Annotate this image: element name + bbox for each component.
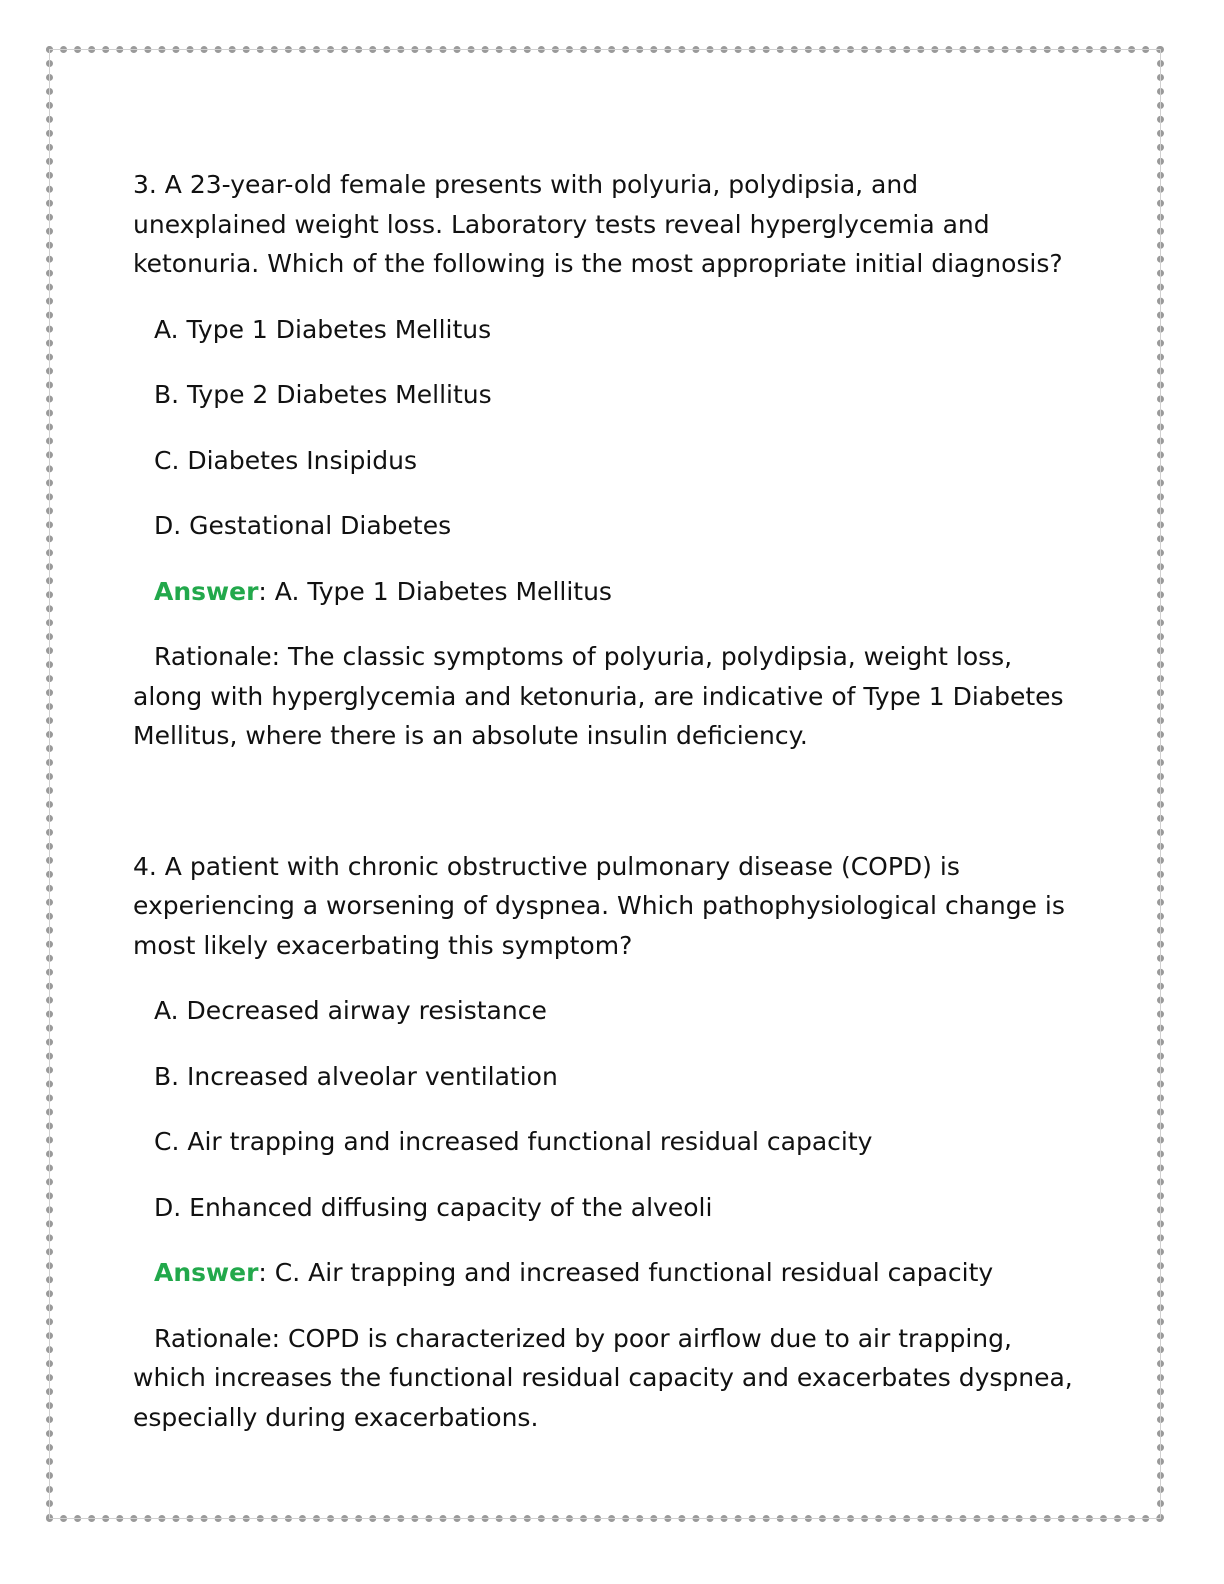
answer-label: Answer [154,576,259,606]
rationale: Rationale: COPD is characterized by poor airflow due to air trapping, which increases the functional residual capacity and exacerbates dyspnea, especially during exacerbations. [133,1323,1073,1432]
option-a: A. Decreased airway resistance [154,996,547,1025]
question-text: 3. A 23-year-old female presents with polyuria, polydipsia, and unexplained weight loss. Laboratory tests reveal hyperglycemia and ketonuria. Which of the following is the most appropriate initial diagnosis? [133,170,1063,278]
rationale: Rationale: The classic symptoms of polyuria, polydipsia, weight loss, along with hyperglycemia and ketonuria, are indicative of Type 1 Diabetes Mellitus, where there is an absolute insulin deficiency. [133,642,1064,750]
option-d: D. Gestational Diabetes [154,511,452,540]
option-b: B. Increased alveolar ventilation [154,1061,558,1091]
document-content [133,165,1073,1437]
option-a: A. Type 1 Diabetes Mellitus [154,314,492,344]
answer-text: : A. Type 1 Diabetes Mellitus [258,576,612,606]
option-c: C. Air trapping and increased functional residual capacity [154,1127,873,1156]
option-c: C. Diabetes Insipidus [154,445,418,475]
question-3 [133,165,1073,756]
option-b: B. Type 2 Diabetes Mellitus [154,380,492,409]
answer-line [133,1253,1073,1293]
answer-text: : C. Air trapping and increased functional residual capacity [258,1258,994,1287]
question-text: 4. A patient with chronic obstructive pulmonary disease (COPD) is experiencing a worsening of dyspnea. Which pathophysiological change is most likely exacerbating this symptom? [133,851,1065,960]
option-d: D. Enhanced diffusing capacity of the alveoli [154,1192,713,1222]
answer-line [133,572,1073,612]
answer-label: Answer [154,1258,259,1287]
question-4 [133,847,1073,1438]
